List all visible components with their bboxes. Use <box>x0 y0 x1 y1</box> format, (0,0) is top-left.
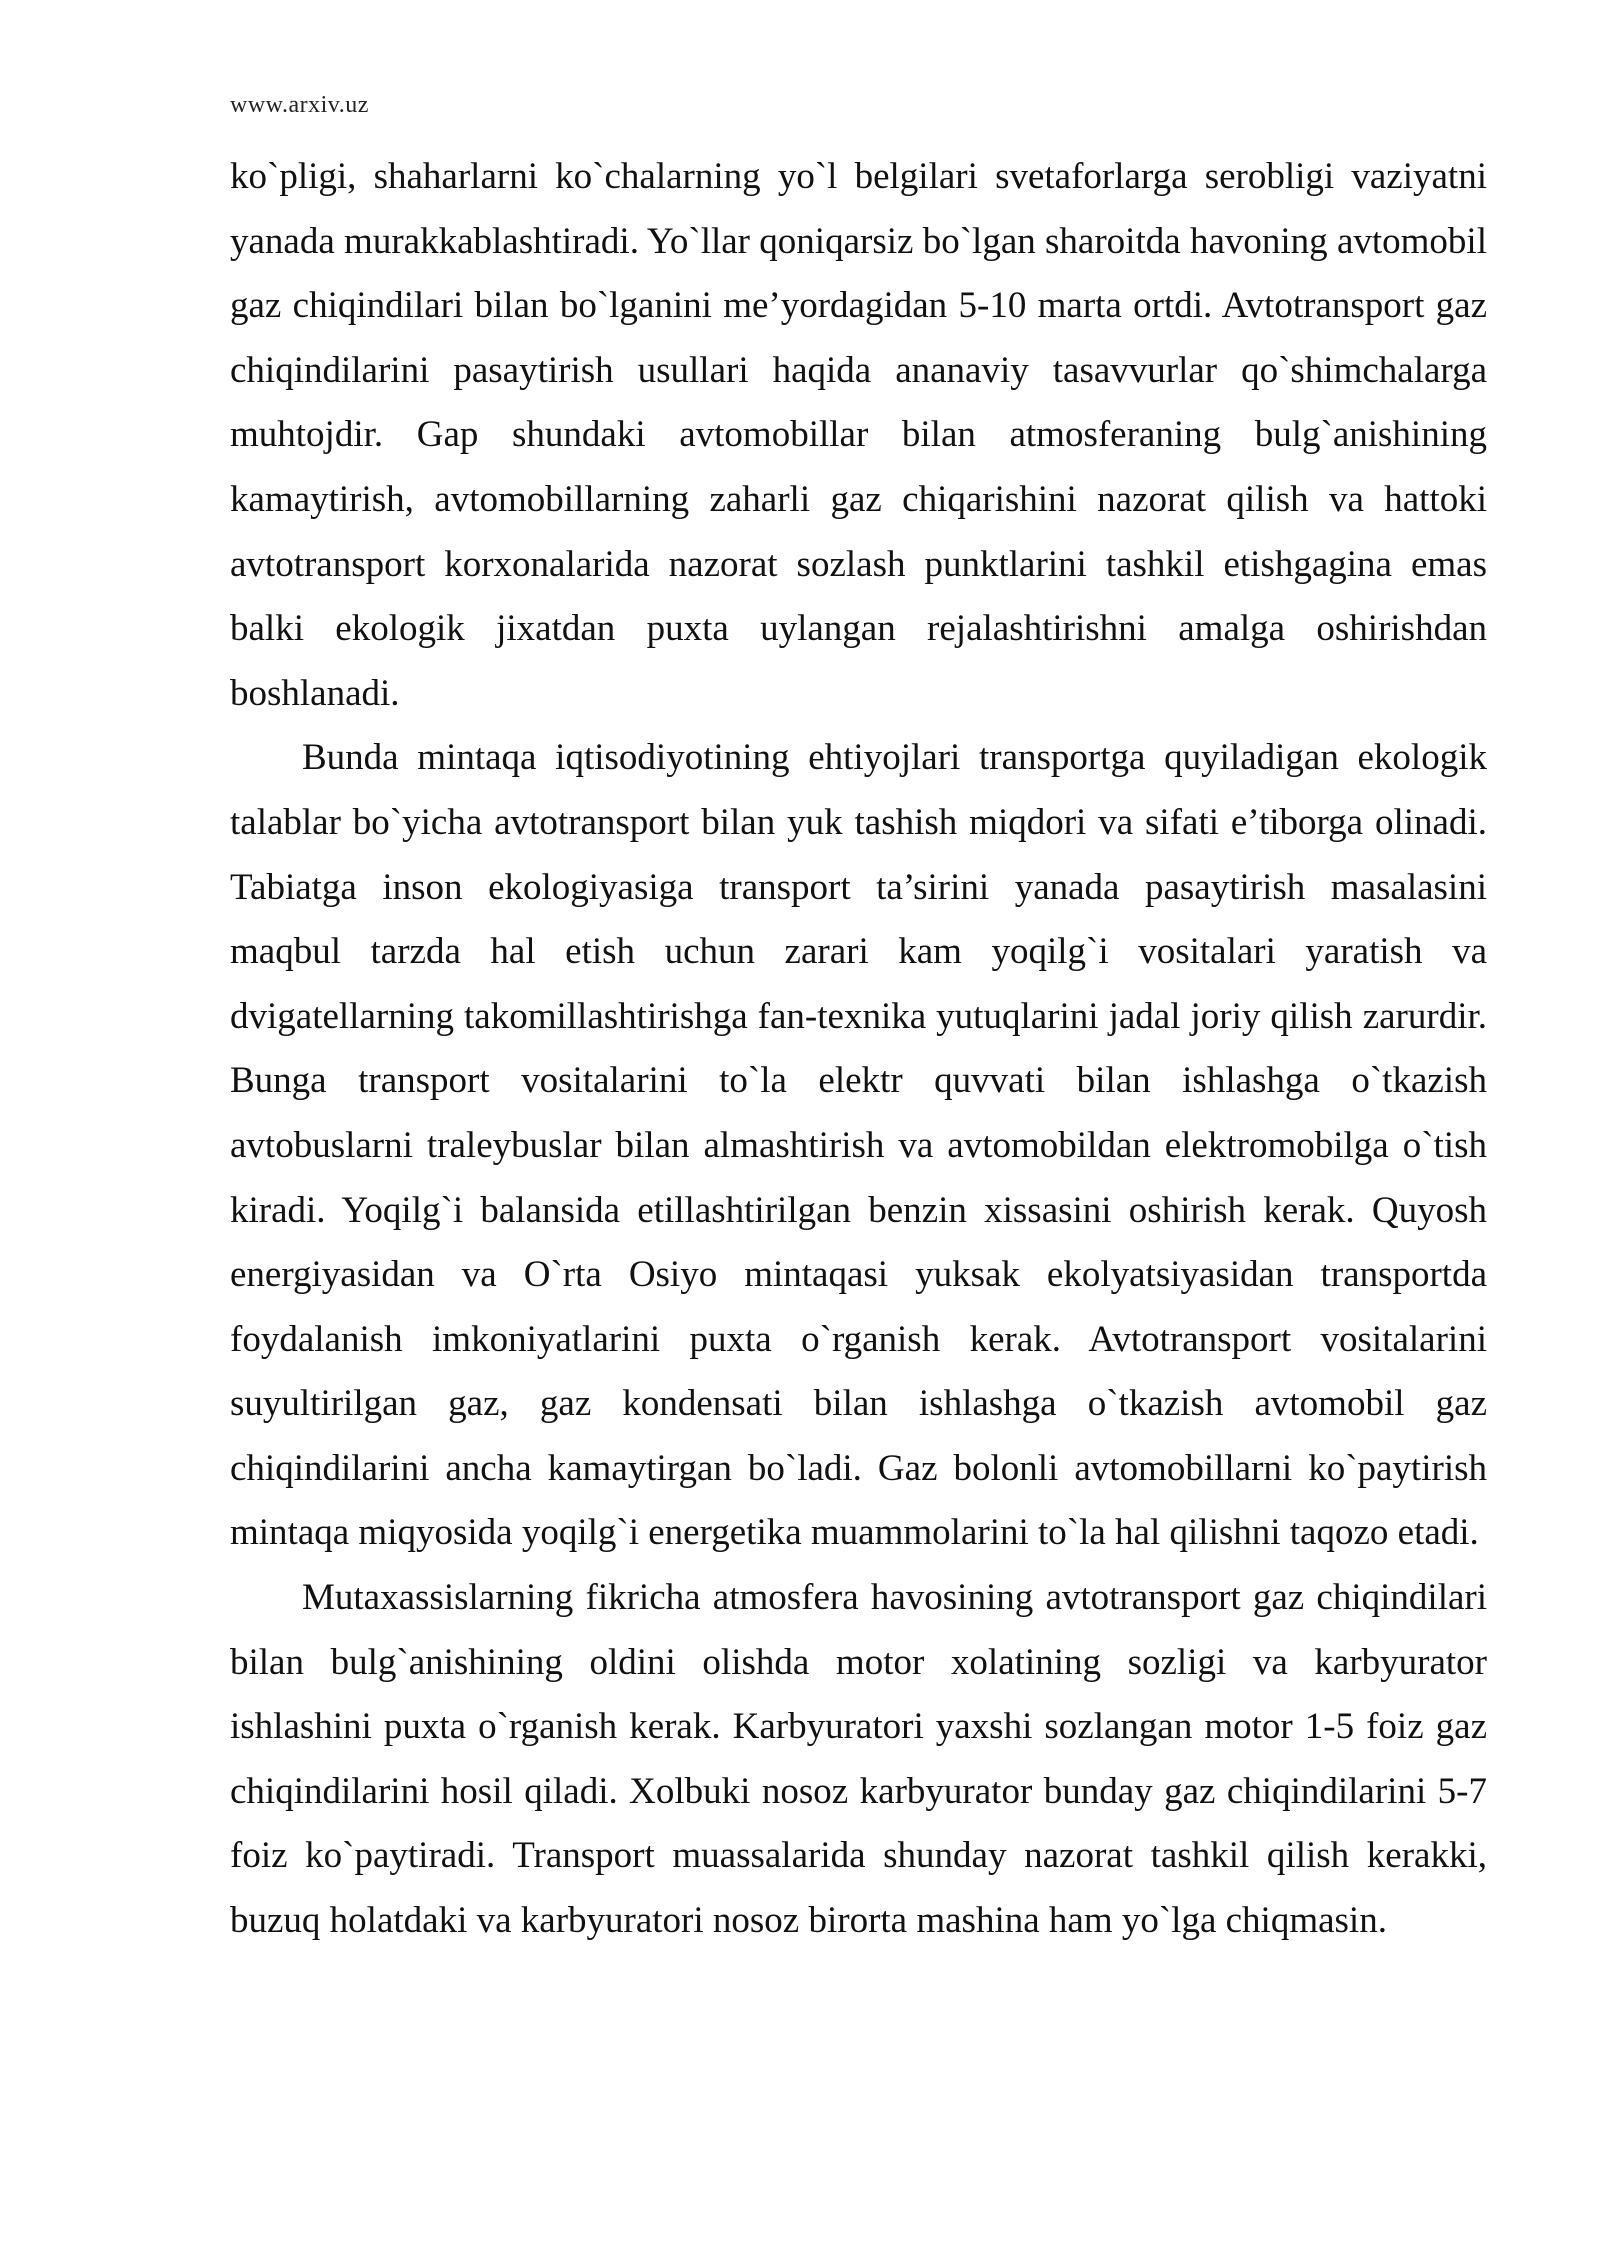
paragraph-continuation: ko`pligi, shaharlarni ko`chalarning yo`l belgilari svetaforlarga serobligi vaziyatni yanada murakkablashtiradi. Yo`llar qoniqarsiz bo`lgan sharoitda havoning avtomobil gaz chiqindilari bilan bo`lganini me’yordagidan 5-10 marta ortdi. Avtotransport gaz chiqindilarini pasaytirish usullari haqida ananaviy tasavvurlar qo`shimchalarga muhtojdir. Gap shundaki avtomobillar bilan atmosferaning bulg`anishining kamaytirish, avtomobillarning zaharli gaz chiqarishini nazorat qilish va hattoki avtotransport korxonalarida nazorat sozlash punktlarini tashkil etishgagina emas balki ekologik jixatdan puxta uylangan rejalashtirishni amalga oshirishdan boshlanadi. <box>230 156 1487 714</box>
site-url-header: www.arxiv.uz <box>230 92 369 118</box>
document-body <box>230 145 1487 1954</box>
paragraph-regional-economy: Bunda mintaqa iqtisodiyotining ehtiyojlari transportga quyiladigan ekologik talablar bo`yicha avtotransport bilan yuk tashish miqdori va sifati e’tiborga olinadi. Tabiatga inson ekologiyasiga transport ta’sirini yanada pasaytirish masalasini maqbul tarzda hal etish uchun zarari kam yoqilg`i vositalari yaratish va dvigatellarning takomillashtirishga fan-texnika yutuqlarini jadal joriy qilish zarurdir. Bunga transport vositalarini to`la elektr quvvati bilan ishlashga o`tkazish avtobuslarni traleybuslar bilan almashtirish va avtomobildan elektromobilga o`tish kiradi. Yoqilg`i balansida etillashtirilgan benzin xissasini oshirish kerak. Quyosh energiyasidan va O`rta Osiyo mintaqasi yuksak ekolyatsiyasidan transportda foydalanish imkoniyatlarini puxta o`rganish kerak. Avtotransport vositalarini suyultirilgan gaz, gaz kondensati bilan ishlashga o`tkazish avtomobil gaz chiqindilarini ancha kamaytirgan bo`ladi. Gaz bolonli avtomobillarni ko`paytirish mintaqa miqyosida yoqilg`i energetika muammolarini to`la hal qilishni taqozo etadi. <box>230 737 1487 1554</box>
paragraph-experts-opinion: Mutaxassislarning fikricha atmosfera havosining avtotransport gaz chiqindilari bilan bulg`anishining oldini olishda motor xolatining sozligi va karbyurator ishlashini puxta o`rganish kerak. Karbyuratori yaxshi sozlangan motor 1-5 foiz gaz chiqindilarini hosil qiladi. Xolbuki nosoz karbyurator bunday gaz chiqindilarini 5-7 foiz ko`paytiradi. Transport muassalarida shunday nazorat tashkil qilish kerakki, buzuq holatdaki va karbyuratori nosoz birorta mashina ham yo`lga chiqmasin. <box>230 1577 1487 1942</box>
